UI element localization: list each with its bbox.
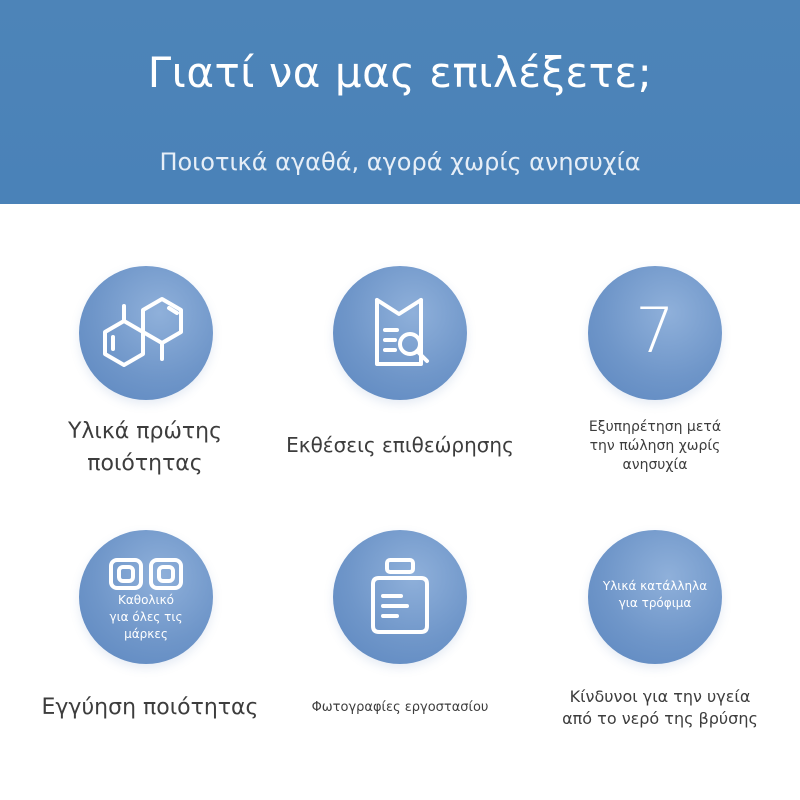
seven-badge: 7 xyxy=(635,294,675,367)
feature-label-health xyxy=(540,686,780,730)
feature-circle-materials xyxy=(79,266,213,400)
food-grade-badge-text xyxy=(588,578,722,612)
feature-circle-universal xyxy=(79,530,213,664)
page-title: Γιατί να μας επιλέξετε; xyxy=(147,48,653,97)
feature-label-guarantee xyxy=(20,692,280,724)
feature-label-line: Εγγύηση ποιότητας xyxy=(41,695,259,720)
feature-label-materials xyxy=(40,416,250,480)
feature-circle-foodgrade xyxy=(588,530,722,664)
universal-badge-text xyxy=(79,592,213,643)
molecule-icon xyxy=(79,266,213,400)
feature-label-factory xyxy=(290,700,510,715)
page-subtitle: Ποιοτικά αγαθά, αγορά χωρίς ανησυχία xyxy=(159,148,641,176)
feature-circle-service xyxy=(588,266,722,400)
feature-label-line: Φωτογραφίες εργοστασίου xyxy=(311,700,489,715)
feature-label-line: Κίνδυνοι για την υγεία xyxy=(569,687,751,706)
circle-text-line: Υλικά κατάλληλα xyxy=(602,579,708,593)
feature-label-reports xyxy=(270,433,530,457)
circle-text-line: για τρόφιμα xyxy=(618,596,692,610)
feature-label-line: από το νερό της βρύσης xyxy=(562,709,758,728)
feature-label-line: Εξυπηρέτηση μετά xyxy=(588,419,722,435)
feature-circle-factory xyxy=(333,530,467,664)
feature-label-line: Εκθέσεις επιθεώρησης xyxy=(286,433,514,457)
feature-label-service xyxy=(565,418,745,475)
bottle-icon xyxy=(333,530,467,664)
circle-text-line: μάρκες xyxy=(124,627,168,641)
header-banner xyxy=(0,0,800,204)
feature-label-line: Υλικά πρώτης xyxy=(67,419,223,444)
feature-label-line: ανησυχία xyxy=(622,457,688,473)
feature-circle-reports xyxy=(333,266,467,400)
circle-text-line: Καθολικό xyxy=(117,593,175,607)
report-search-icon xyxy=(333,266,467,400)
feature-label-line: ποιότητας xyxy=(87,451,203,476)
circle-text-line: για όλες τις xyxy=(109,610,183,624)
feature-label-line: την πώληση χωρίς xyxy=(589,438,721,454)
